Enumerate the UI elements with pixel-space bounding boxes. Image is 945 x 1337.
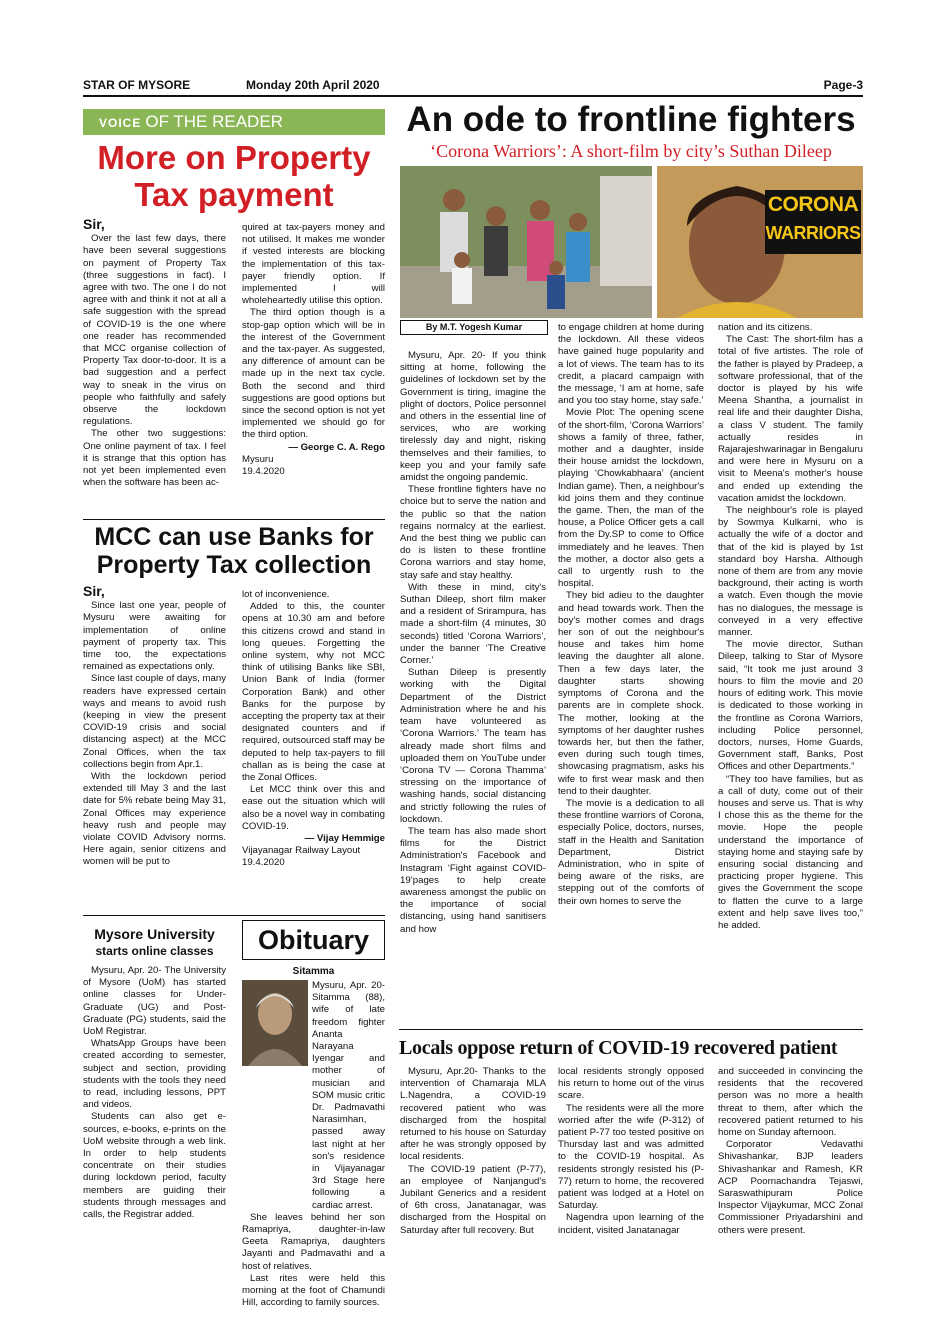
letter1-paragraph: Over the last few days, there have been several suggestions on payment of Property Tax (three suggestions in fact). I agree with two. The one I do not agree with and think it not at all a safe suggestion with the spread of COVID-19 is the one where one reader has recommended that MCC organise collection of Property Tax door-to-door. It is a bad suggestion and a perfect way to sneak in the virus on people who faithfully and safely observe the lockdown regulations. [83, 233, 226, 428]
ode-column-2 [558, 322, 704, 908]
locals-paragraph: Corporator Vedavathi Shivashankar, BJP leaders Shivashankar and Ramesh, KR ACP Poornachandra Tejaswi, Saraswathipuram Police Inspector Vijaykumar, MCC Zonal Commissioner Priyadarshini and others were present. [718, 1139, 863, 1236]
masthead-rule [83, 95, 863, 97]
locals-headline: Locals oppose return of COVID-19 recovered patient [399, 1037, 838, 1059]
of-the-reader-label: OF THE READER [145, 112, 283, 131]
ode-paragraph: The neighbour's role is played by Sowmya Kulkarni, who is actually the wife of a doctor and that of the kid is played by 1st standard boy Harsha. Although none of them are from any movie background, their acting is worth a watch. Even though the movie has no dialogues, the message is conveyed in a very effective manner. [718, 505, 863, 639]
university-headline-line1: Mysore University [94, 926, 215, 942]
issue-date: Monday 20th April 2020 [246, 78, 380, 92]
locals-column-1 [400, 1066, 546, 1237]
byline: By M.T. Yogesh Kumar [400, 320, 548, 335]
ode-paragraph: With these in mind, city's Suthan Dileep, short film maker and a resident of Srirampura, has made a short-film (4 minutes, 30 seconds) titled ‘Corona Warriors’, under the banner ‘The Creative Corner.’ [400, 581, 546, 667]
letter1-place: Mysuru [242, 453, 274, 465]
obituary-title: Obituary [242, 920, 385, 960]
locals-column-3 [718, 1066, 863, 1237]
letter1-column-1 [83, 218, 226, 489]
locals-paragraph: and succeeded in convincing the residents that the recovered person was no more a health threat to them, after which the recovered patient returned to his home on Sunday afternoon. [718, 1066, 863, 1139]
section-divider [83, 915, 385, 916]
section-divider [399, 1029, 863, 1030]
letter2-column-2 [242, 589, 385, 870]
letter2-place: Vijayanagar Railway Layout [242, 845, 361, 857]
ode-headline: An ode to frontline fighters [406, 100, 856, 139]
obituary-name: Sitamma [292, 966, 335, 977]
letter2-paragraph: With the lockdown period extended till May 3 and the last date for 5% rebate being May 31, Zonal Offices may experience heavy rush and people may violate COVID Advisory norms. Here again, senior citizens and women will be put to [83, 771, 226, 868]
ode-paragraph: The team has also made short films for the District Administration's Facebook and Instagram ‘Fight against COVID-19’pages to help create awareness amongst the public on the importance of social distancing, using hand sanitisers and how [400, 825, 546, 935]
obituary-paragraph: Mysuru, Apr. 20- Sitamma (88), wife of late freedom fighter Ananta Narayana Iyengar and mother of musician and SOM music critic Dr. Padmavathi Narasimhan, passed away last night at her son's residence in Vijayanagar 3rd Stage here following a cardiac arrest. [312, 980, 385, 1211]
letter2-signature: — Vijay Hemmige [304, 833, 385, 845]
locals-paragraph: Nagendra upon learning of the incident, visited Janatanagar [558, 1212, 704, 1236]
obituary-paragraph: She leaves behind her son Ramapriya, daughter-in-law Geeta Ramapriya, daughters Jayanti and Padmavathi and a host of relatives. [242, 1211, 385, 1272]
ode-paragraph: Mysuru, Apr. 20- If you think sitting at home, following the guidelines of lockdown set by the Government is tiring, imagine the plight of doctors, Police personnel and others in the essential line of services, who are working tirelessly day and night, risking themselves and their families, to keep you and your family safe amidst the ongoing pandemic. [400, 350, 546, 484]
cast-group-photo [400, 166, 652, 318]
letter1-paragraph: The other two suggestions: One online payment of tax. I feel it is strange that this option has not yet been implemented even when the software has been ac- [83, 428, 226, 489]
ode-column-3 [718, 322, 863, 932]
ode-paragraph: These frontline fighters have no choice but to serve the nation and the public so that the nation regains normalcy at the earliest. And the best thing we public can do is listen to these frontline Corona warriors and stay home, stay safe and stay healthy. [400, 484, 546, 581]
letter2-date: 19.4.2020 [242, 857, 285, 869]
ode-paragraph: “They too have families, but as a call of duty, come out of their houses and serve us. That is why I chose this as the theme for the movie. Hope the people understand the importance of staying home and staying safe by ensuring social distancing and practicing proper hygiene. This gives the Government the scope to flatten the curve to a large extent and help save lives too,” he added. [718, 773, 863, 931]
obituary-paragraph: Last rites were held this morning at the foot of Chamundi Hill, according to family sources. [242, 1272, 385, 1309]
poster-title-line1: CORONA [767, 193, 859, 216]
letter2-paragraph: Since last couple of days, many readers have expressed certain ways and means to avoid rush (keeping in view the present COVID-19 crisis and social distancing aspect) at the MCC Zonal Offices, when the tax collections begin from Apr.1. [83, 673, 226, 770]
letter1-signature: — George C. A. Rego [288, 441, 385, 453]
letter2-headline: MCC can use Banks for Property Tax collection [94, 523, 374, 579]
poster-title-line2: WARRIORS [765, 223, 861, 243]
letter2-paragraph: Added to this, the counter opens at 10.30 am and before this citizens crowd and stand in long queues. Forgetting the online system, why not MCC think of utilising Banks like SBI, Union Bank of India (former Corporation Bank) and other Banks for the purpose by accepting the property tax at their designated counters and if required, outsourced staff may be deputed to help tax-payers to fill challan as is being the case at the Zonal Offices. [242, 601, 385, 784]
ode-paragraph: to engage children at home during the lockdown. All these videos have gained huge popularity and a lot of views. The team has to its credit, a placard campaign with the message, ‘I am at home, safe and you too stay home, stay safe.’ [558, 322, 704, 407]
ode-paragraph: They bid adieu to the daughter and head towards work. Then the boy's mother comes and drags her son of out the neighbour's house and takes him home leaving the daughter all alone. Then a few days later, the daughter starts showing symptoms of Corona and the parents are in complete shock. The mother, looking at the symptoms of her daughter rushes towards her, but then the father, even during such tough times, showcasing pragmatism, asks his wife to first wear mask and then tend to their daughter. [558, 590, 704, 797]
university-paragraph: WhatsApp Groups have been created according to semester, subject and section, providing students with the tools they need to read, including lessons, PPT and videos. [83, 1038, 226, 1111]
letter2-paragraph: lot of inconvenience. [242, 589, 330, 600]
locals-paragraph: Mysuru, Apr.20- Thanks to the intervention of Chamaraja MLA L.Nagendra, a COVID-19 recovered patient who was discharged from the hospital returned to his house on Saturday after he was strongly opposed by local residents. [400, 1066, 546, 1163]
section-divider [83, 519, 385, 520]
voice-of-reader-banner [83, 109, 385, 135]
letter1-paragraph: The third option though is a stop-gap option which will be in the interest of the Government and the tax-payer. As suggested, any difference of amount can be made up in the next tax cycle. Both the second and third suggestions are good options but since the second option is not yet implemented we should go for the third option. [242, 307, 385, 441]
letter1-paragraph: quired at tax-payers money and not utilised. It makes me wonder if vested interests are blocking the implementation of this tax-payer friendly option. If implemented I will wholeheartedly utilise this option. [242, 222, 385, 307]
voice-label: VOICE [99, 116, 142, 130]
ode-paragraph: Suthan Dileep is presently working with the Digital Department of the District Administration where he and his team have volunteered as ‘Corona Warriors.’ The team has already made short films and uploaded them on YouTube under ‘Corona TV — Corona Thamma’ stressing on the importance of washing hands, social distancing and strictly following the rules of lockdown. [400, 667, 546, 825]
corona-warriors-logo [765, 190, 861, 254]
university-body [83, 965, 226, 1221]
letter1-salutation: Sir, [83, 216, 105, 232]
obituary-body [242, 980, 385, 1309]
ode-paragraph: The Cast: The short-film has a total of five artistes. The role of the father is played by Pradeep, a software professional, that of the doctor is played by his wife Meena Shantha, a journalist in real life and their daughter Disha, a class V student. The family actually resides in Rajarajeshwarinagar in Bengaluru and were here in Mysuru on a visit to Meena's mother's house and ended up extending the vacation amidst the lockdown. [718, 334, 863, 504]
locals-paragraph: local residents strongly opposed his return to home out of the virus scare. [558, 1066, 704, 1102]
ode-column-1 [400, 350, 546, 936]
page-number: Page-3 [823, 78, 863, 92]
ode-paragraph: The movie is a dedication to all these frontline warriors of Corona, especially Police, doctors, nurses, staff in the Health and Sanitation Department, District Administration, who in spite of being aware of the risks, are stepping out of the comforts of their own homes to serve the [558, 797, 704, 907]
university-story [83, 926, 226, 1221]
university-paragraph: Students can also get e-sources, e-books, e-prints on the UoM website through a web link. In order to help students concentrate on their studies during lockdown period, faculty members are guiding their students through messages and calls, the Registrar added. [83, 1111, 226, 1221]
ode-paragraph: Movie Plot: The opening scene of the short-film, ‘Corona Warriors’ shows a family of three, father, mother and a daughter, inside their house amidst the lockdown, playing ‘Chowkabhaara’ (ancient Indian game). Then, a neighbour's kid joins them and they continue the game. Then, the man of the house, a Police Officer gets a call from the Dy.SP to come to Office immediately and he leaves. Then the mother, a doctor also gets a call to urgently rush to the hospital. [558, 407, 704, 590]
letter2-paragraph: Since last one year, people of Mysuru were awaiting for implementation of online payment of property tax. This time too, the expectations remained as expectations only. [83, 600, 226, 673]
ode-subhead: ‘Corona Warriors’: A short-film by city’s Suthan Dileep [430, 141, 832, 161]
letter2-column-1 [83, 585, 226, 869]
university-paragraph: Mysuru, Apr. 20- The University of Mysore (UoM) has started online classes for Under-Graduate (UG) and Post-Graduate (PG) students, said the UoM Registrar. [83, 965, 226, 1038]
letter1-column-2 [242, 222, 385, 478]
locals-paragraph: The residents were all the more worried after the wife (P-312) of patient P-77 too tested positive on Thursday last and was admitted to the COVID-19 hospital. As residents strongly resisted his (P-77) return to home, the recovered patient was lodged at a Hotel on Saturday. [558, 1102, 704, 1212]
letter2-salutation: Sir, [83, 583, 105, 599]
ode-paragraph: nation and its citizens. [718, 322, 813, 333]
publication-name: STAR OF MYSORE [83, 78, 191, 92]
letter1-date: 19.4.2020 [242, 466, 285, 478]
letter1-headline: More on Property Tax payment [97, 139, 371, 213]
masthead [83, 76, 863, 94]
locals-column-2 [558, 1066, 704, 1237]
university-headline-line2: starts online classes [95, 944, 214, 958]
letter2-paragraph: Let MCC think over this and ease out the situation which will also be a novel way in combating COVID-19. [242, 784, 385, 832]
ode-paragraph: The movie director, Suthan Dileep, talking to Star of Mysore said, “It took me just around 3 hours to film the movie and 20 hours of editing work. This movie is dedicated to those working in the frontline as Corona Warriors, including Police personnel, doctors, nurses, Home Guards, Government staff, Banks, Post Offices and other Departments.” [718, 639, 863, 773]
locals-paragraph: The COVID-19 patient (P-77), an employee of Nanjangud's Jubilant Generics and a resident of 6th cross, Janatanagar, was discharged from the Hospital on Saturday after full recovery. But [400, 1163, 546, 1236]
